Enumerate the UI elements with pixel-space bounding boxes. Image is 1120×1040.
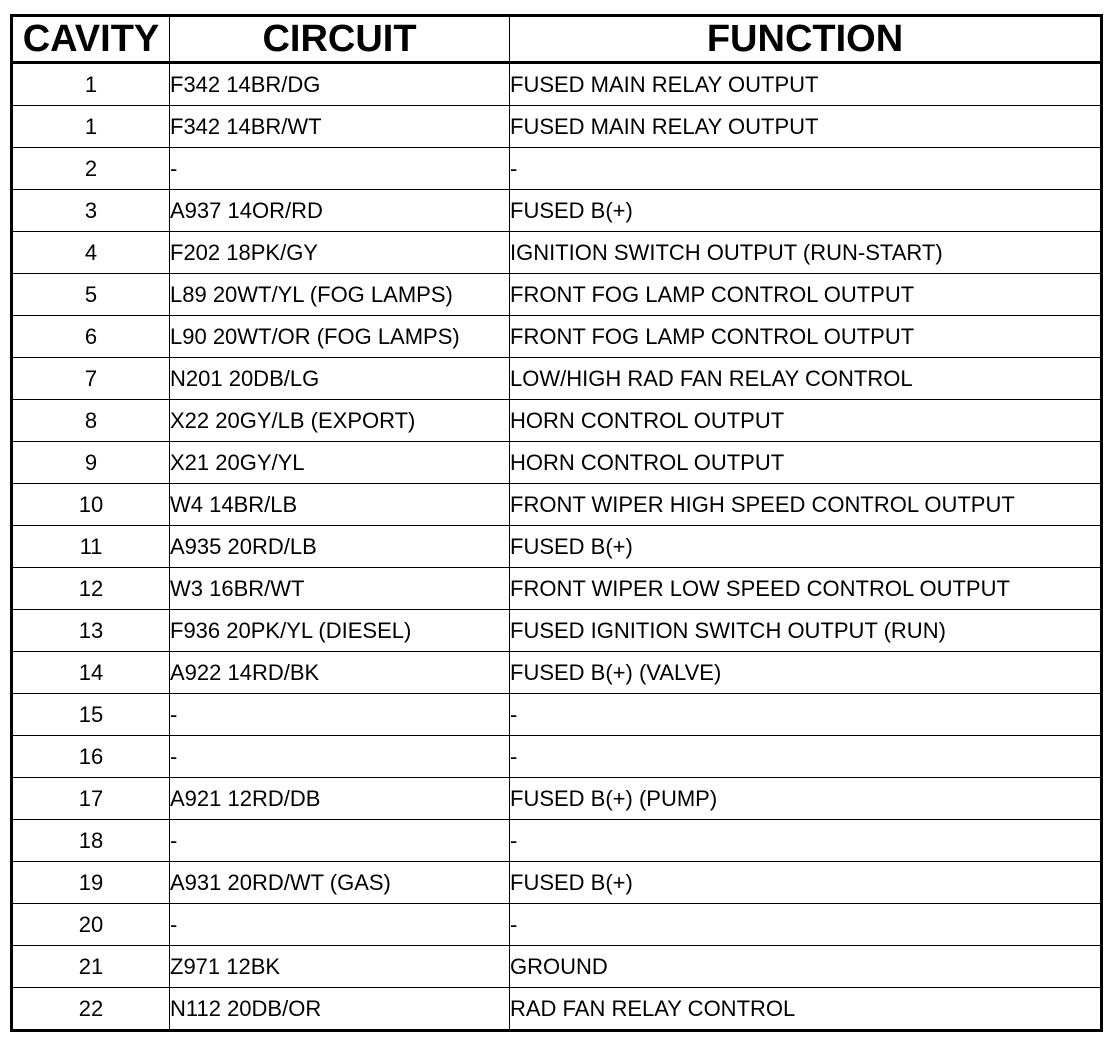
header-function: FUNCTION — [510, 16, 1102, 63]
circuit-cell: L89 20WT/YL (FOG LAMPS) — [170, 274, 510, 316]
function-cell: FUSED IGNITION SWITCH OUTPUT (RUN) — [510, 610, 1102, 652]
connector-pinout-table — [10, 14, 1103, 1032]
table-row — [12, 526, 1102, 568]
function-cell: FUSED MAIN RELAY OUTPUT — [510, 63, 1102, 106]
cavity-cell: 8 — [12, 400, 170, 442]
table-row — [12, 568, 1102, 610]
table-row — [12, 63, 1102, 106]
circuit-cell: - — [170, 904, 510, 946]
cavity-cell: 2 — [12, 148, 170, 190]
circuit-cell: A935 20RD/LB — [170, 526, 510, 568]
table-row — [12, 610, 1102, 652]
cavity-cell: 9 — [12, 442, 170, 484]
cavity-cell: 11 — [12, 526, 170, 568]
cavity-cell: 3 — [12, 190, 170, 232]
cavity-cell: 17 — [12, 778, 170, 820]
cavity-cell: 7 — [12, 358, 170, 400]
table-row — [12, 148, 1102, 190]
function-cell: - — [510, 694, 1102, 736]
circuit-cell: - — [170, 736, 510, 778]
cavity-cell: 12 — [12, 568, 170, 610]
circuit-cell: A921 12RD/DB — [170, 778, 510, 820]
table-row — [12, 442, 1102, 484]
cavity-cell: 10 — [12, 484, 170, 526]
function-cell: FUSED B(+) — [510, 190, 1102, 232]
pinout-rows — [12, 63, 1102, 1031]
table-row — [12, 484, 1102, 526]
cavity-cell: 6 — [12, 316, 170, 358]
function-cell: IGNITION SWITCH OUTPUT (RUN-START) — [510, 232, 1102, 274]
circuit-cell: N112 20DB/OR — [170, 988, 510, 1031]
table-row — [12, 652, 1102, 694]
table-row — [12, 400, 1102, 442]
function-cell: - — [510, 148, 1102, 190]
function-cell: HORN CONTROL OUTPUT — [510, 442, 1102, 484]
circuit-cell: - — [170, 694, 510, 736]
cavity-cell: 22 — [12, 988, 170, 1031]
circuit-cell: A937 14OR/RD — [170, 190, 510, 232]
circuit-cell: Z971 12BK — [170, 946, 510, 988]
cavity-cell: 20 — [12, 904, 170, 946]
cavity-cell: 1 — [12, 63, 170, 106]
cavity-cell: 15 — [12, 694, 170, 736]
function-cell: - — [510, 904, 1102, 946]
table-row — [12, 862, 1102, 904]
table-row — [12, 694, 1102, 736]
cavity-cell: 14 — [12, 652, 170, 694]
function-cell: FRONT FOG LAMP CONTROL OUTPUT — [510, 274, 1102, 316]
circuit-cell: - — [170, 148, 510, 190]
header-row — [12, 16, 1102, 63]
table-row — [12, 778, 1102, 820]
table-row — [12, 106, 1102, 148]
table-row — [12, 232, 1102, 274]
circuit-cell: X21 20GY/YL — [170, 442, 510, 484]
table-row — [12, 358, 1102, 400]
function-cell: - — [510, 736, 1102, 778]
circuit-cell: F342 14BR/DG — [170, 63, 510, 106]
function-cell: FUSED B(+) — [510, 526, 1102, 568]
circuit-cell: L90 20WT/OR (FOG LAMPS) — [170, 316, 510, 358]
circuit-cell: N201 20DB/LG — [170, 358, 510, 400]
function-cell: RAD FAN RELAY CONTROL — [510, 988, 1102, 1031]
circuit-cell: A922 14RD/BK — [170, 652, 510, 694]
cavity-cell: 21 — [12, 946, 170, 988]
cavity-cell: 18 — [12, 820, 170, 862]
table-row — [12, 190, 1102, 232]
function-cell: FRONT WIPER HIGH SPEED CONTROL OUTPUT — [510, 484, 1102, 526]
header-circuit: CIRCUIT — [170, 16, 510, 63]
cavity-cell: 1 — [12, 106, 170, 148]
table-row — [12, 820, 1102, 862]
cavity-cell: 13 — [12, 610, 170, 652]
cavity-cell: 16 — [12, 736, 170, 778]
table-row — [12, 274, 1102, 316]
function-cell: FUSED MAIN RELAY OUTPUT — [510, 106, 1102, 148]
function-cell: FUSED B(+) (PUMP) — [510, 778, 1102, 820]
function-cell: HORN CONTROL OUTPUT — [510, 400, 1102, 442]
table-row — [12, 988, 1102, 1031]
circuit-cell: W4 14BR/LB — [170, 484, 510, 526]
function-cell: FRONT FOG LAMP CONTROL OUTPUT — [510, 316, 1102, 358]
header-cavity: CAVITY — [12, 16, 170, 63]
circuit-cell: A931 20RD/WT (GAS) — [170, 862, 510, 904]
cavity-cell: 19 — [12, 862, 170, 904]
cavity-cell: 5 — [12, 274, 170, 316]
function-cell: LOW/HIGH RAD FAN RELAY CONTROL — [510, 358, 1102, 400]
circuit-cell: X22 20GY/LB (EXPORT) — [170, 400, 510, 442]
function-cell: GROUND — [510, 946, 1102, 988]
function-cell: - — [510, 820, 1102, 862]
function-cell: FUSED B(+) (VALVE) — [510, 652, 1102, 694]
table-row — [12, 904, 1102, 946]
circuit-cell: F202 18PK/GY — [170, 232, 510, 274]
circuit-cell: W3 16BR/WT — [170, 568, 510, 610]
function-cell: FUSED B(+) — [510, 862, 1102, 904]
circuit-cell: F936 20PK/YL (DIESEL) — [170, 610, 510, 652]
function-cell: FRONT WIPER LOW SPEED CONTROL OUTPUT — [510, 568, 1102, 610]
table-row — [12, 946, 1102, 988]
cavity-cell: 4 — [12, 232, 170, 274]
circuit-cell: - — [170, 820, 510, 862]
circuit-cell: F342 14BR/WT — [170, 106, 510, 148]
table-row — [12, 316, 1102, 358]
table-row — [12, 736, 1102, 778]
